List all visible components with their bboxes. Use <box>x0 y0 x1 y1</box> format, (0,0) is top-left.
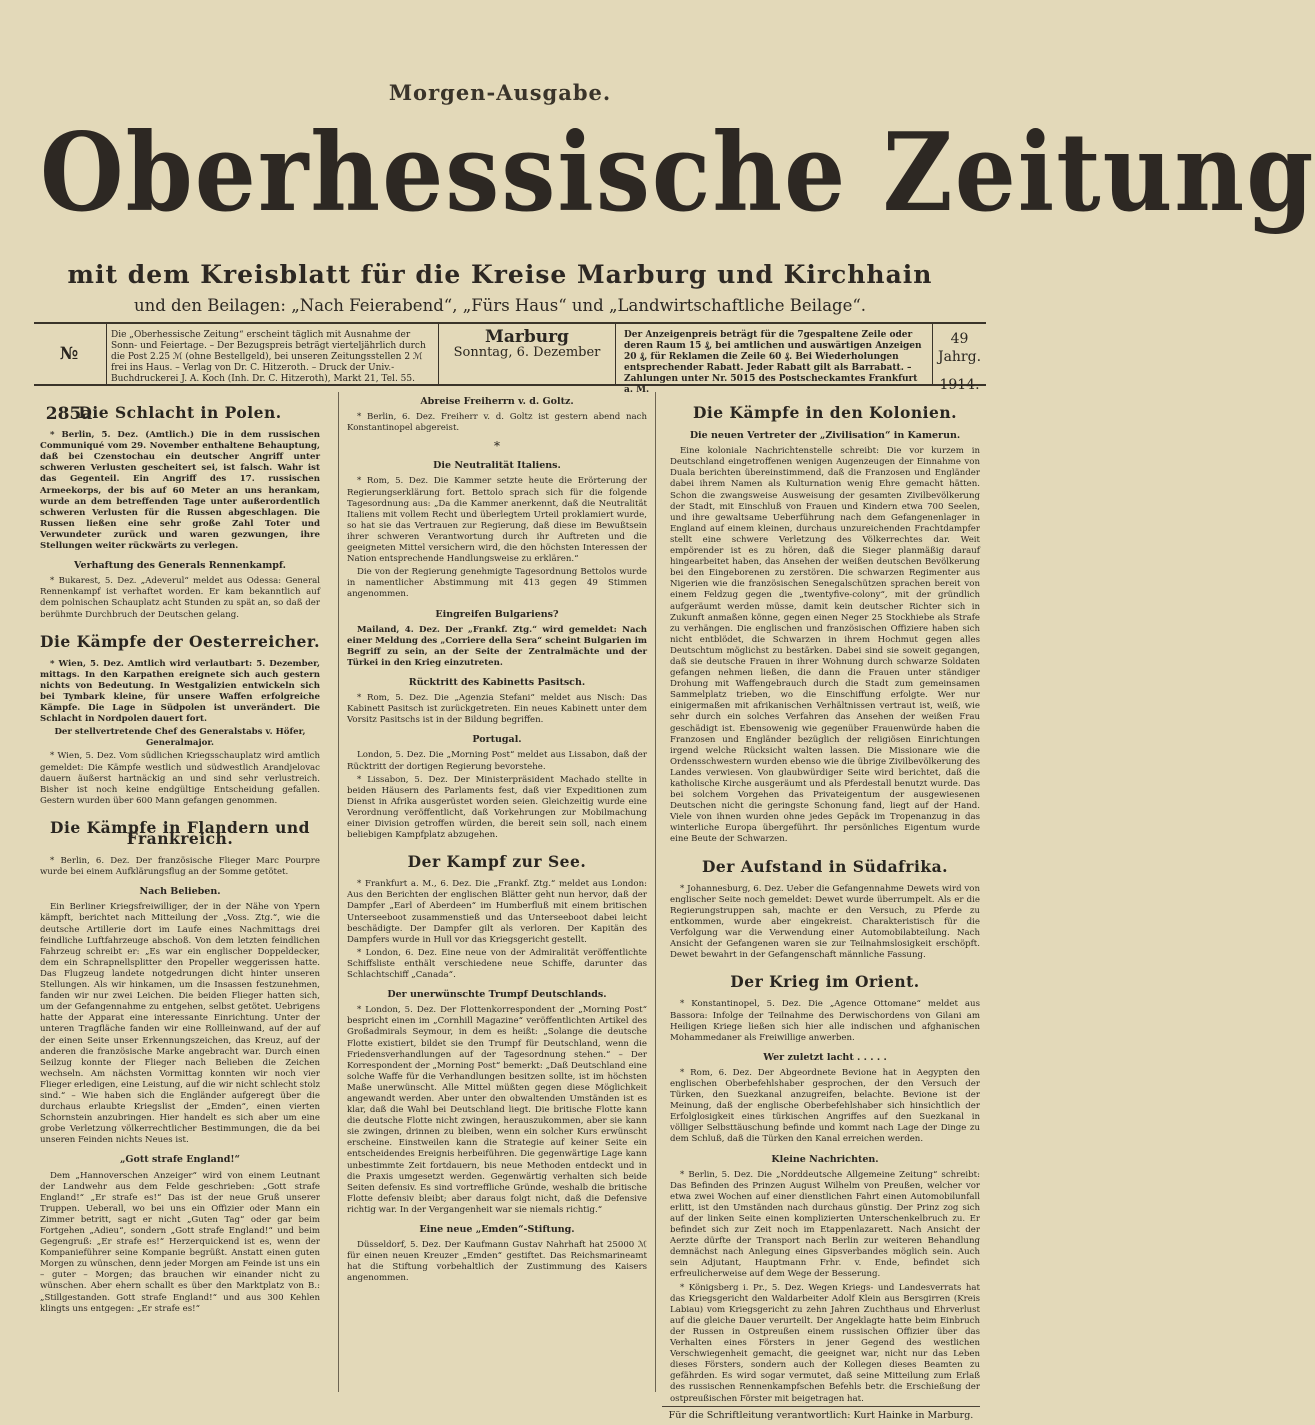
article-paragraph: * Rom, 6. Dez. Der Abgeordnete Bevione hat in Aegypten den englischen Oberbefehlshaber gesprochen, der den Versuch der Türken, den Suezkanal anzugreifen, belachte. Bevione ist der Meinung, daß der englische Oberbefehlshaber sich hinsichtlich der Erfolglosigkeit eines türkischen Angriffes auf den Suezkanal in völliger Selbsttäuschung befinde und kommt nach Lage der Dinge zu dem Schluß, daß die Türken den Kanal erreichen werden. <box>670 1067 980 1145</box>
article-signature: Der stellvertretende Chef des Generalstabs v. Höfer, Generalmajor. <box>54 727 306 749</box>
volume: 49 Jahrg. <box>937 331 982 365</box>
article-subheadline: Die neuen Vertreter der „Zivilisation“ in Kamerun. <box>689 430 961 442</box>
article-paragraph: * Rom, 5. Dez. Die Kammer setzte heute die Erörterung der Regierungserklärung fort. Bettolo sprach sich für die folgende Tagesordnung aus: „Da die Kammer anerkennt, daß die Neutralität Italiens mit vollem Recht und überlegtem Urteil proklamiert wurde, so hat sie das Vertrauen zur Regierung, daß diese im Bewußtsein ihrer schweren Verantwortung durch ihr Auftreten und die geeigneten Mittel versichern wird, die den höchsten Interessen der Nation entsprechende Handlungsweise zu erklären.“ <box>347 476 647 565</box>
subscription-info: Die „Oberhessische Zeitung“ erscheint täglich mit Ausnahme der Sonn- und Feiertage. – Der Bezugspreis beträgt vierteljährlich durch die Post 2.25 ℳ (ohne Bestellgeld), bei unseren Zeitungsstellen 2 ℳ frei ins Haus. – Verlag von Dr. C. Hitzeroth. – Druck der Univ.-Buchdruckerei J. A. Koch (Inh. Dr. C. Hitzeroth), Markt 21, Tel. 55. <box>106 324 436 384</box>
column-1 <box>40 392 328 1392</box>
article-headline: Der Krieg im Orient. <box>730 972 920 992</box>
article-paragraph: * Königsberg i. Pr., 5. Dez. Wegen Kriegs- und Landesverrats hat das Kriegsgericht den Waldarbeiter Adolf Klein aus Bersgirren (Kreis Labiau) vom Kriegsgericht zu zehn Jahren Zuchthaus und Ehrverlust auf die gleiche Dauer verurteilt. Der Angeklagte hatte beim Einbruch der Russen in Ostpreußen einem russischen Offizier über das Verhalten eines Försters in jener Gegend des westlichen Verschwiegenheit gemacht, die geeignet war, nicht nur das Leben dieses Försters, sondern auch der Kollegen dieses Beamten zu gefährden. Es wird sogar vermutet, daß seine Mitteilung zum Erlaß des russischen Rennenkampfschen Befehls betr. die Erschießung der ostpreußischen Förster mit beigetragen hat. <box>670 1282 980 1404</box>
issue-date: Sonntag, 6. Dezember <box>453 345 601 360</box>
article-paragraph: * Berlin, 6. Dez. Der französische Flieger Marc Pourpre wurde bei einem Aufklärungsflug an der Somme getötet. <box>40 856 320 878</box>
article-paragraph: * Bukarest, 5. Dez. „Adeverul“ meldet aus Odessa: General Rennenkampf ist verhaftet worden. Er kam bekanntlich auf dem polnischen Schauplatz acht Stunden zu spät an, so daß der berühmte Durchbruch der Deutschen gelang. <box>40 576 320 620</box>
newspaper-title: Oberhessische Zeitung <box>40 109 1315 236</box>
article-subheadline: „Gott strafe England!“ <box>119 1154 241 1166</box>
article-paragraph: * Lissabon, 5. Dez. Der Ministerpräsident Machado stellte in beiden Häusern des Parlaments fest, daß vier Expeditionen zum Dienst in Afrika ausgerüstet worden seien. Gleichzeitig wurde eine Verordnung veröffentlicht, daß Vorkehrungen zur Mobilmachung einer Division getroffen würden, die bereit sein soll, nach einem beliebigen Kampfplatz abzugehen. <box>347 774 647 841</box>
year: 1914. <box>939 377 980 393</box>
article-subheadline: Der unerwünschte Trumpf Deutschlands. <box>387 989 607 1001</box>
article-headline: Der Aufstand in Südafrika. <box>701 856 949 876</box>
article-paragraph: London, 5. Dez. Die „Morning Post“ meldet aus Lissabon, daß der Rücktritt der dortigen Regierung bevorstehe. <box>347 750 647 772</box>
article-paragraph: * Wien, 5. Dez. Vom südlichen Kriegsschauplatz wird amtlich gemeldet: Die Kämpfe westlich und südwestlich Arandjelovac dauern äußerst hartnäckig an und sind sehr verlustreich. Bisher ist noch keine endgültige Entscheidung gefallen. Gestern wurden über 600 Mann gefangen genommen. <box>40 751 320 806</box>
issue-number: № 285a <box>45 344 93 424</box>
article-paragraph: * Johannesburg, 6. Dez. Ueber die Gefangennahme Dewets wird von englischer Seite noch gemeldet: Dewet wurde überrumpelt. Als er die Regierungstruppen sah, machte er den Versuch, zu Pferde zu entkommen, wurde aber eingekreist. Charakteristisch für die Verfolgung war die Verwendung einer Automobilabteilung. Nach Ansicht der Gefangenen waren sie zur Teilnahmslosigkeit erschöpft. Dewet bewahrt in der Gefangenschaft männliche Fassung. <box>670 883 980 961</box>
article-paragraph: Ein Berliner Kriegsfreiwilliger, der in der Nähe von Ypern kämpft, berichtet nach Mitteilung der „Voss. Ztg.“, wie die deutsche Artillerie dort im Laufe eines Nachmittags drei feindliche Luftfahrzeuge abschoß. Von dem letzten feindlichen Fahrzeug schreibt er: „Es war ein englischer Doppeldecker, dem ein Schrapnellsplitter den Propeller weggerissen hatte. Das Flugzeug landete notgedrungen dicht hinter unseren Stellungen. Als wir hinkamen, um die Insassen festzunehmen, fanden wir nur zwei Leichen. Die beiden Flieger hatten sich, um der Gefangennahme zu entgehen, selbst getötet. Uebrigens hatte der Apparat eine interessante Einrichtung. Unter der unteren Tragfläche fanden wir eine Rollleinwand, auf der auf der einen Seite unser Erkennungszeichen, das Kreuz, auf der anderen die französische Marke angebracht war. Durch einen Seilzug konnte der Flieger nach Belieben die Zeichen wechseln. Am nächsten Vormittag konnten wir noch vier Flieger erledigen, eine Leistung, auf die wir nicht schlecht stolz sind.“ – Wie haben sich die Engländer aufgeregt über die durchaus erlaubte Kriegslist der „Emden“, einen vierten Schornstein anzubringen. Hier handelt es sich aber um eine grobe Verletzung völkerrechtlicher Bestimmungen, die da bei unseren Feinden nichts Neues ist. <box>40 902 320 1146</box>
article-subheadline: Nach Belieben. <box>139 886 221 898</box>
article-subheadline: Eine neue „Emden“-Stiftung. <box>419 1224 575 1235</box>
city: Marburg <box>485 327 569 347</box>
article-paragraph: Die von der Regierung genehmigte Tagesordnung Bettolos wurde in namentlicher Abstimmung mit 413 gegen 49 Stimmen angenommen. <box>347 567 647 600</box>
separator-star: * <box>494 439 500 454</box>
article-headline: Die Schlacht in Polen. <box>78 403 282 422</box>
article-subheadline: Portugal. <box>472 734 522 746</box>
article-subheadline: Rücktritt des Kabinetts Pasitsch. <box>408 676 586 688</box>
article-paragraph: * Berlin, 6. Dez. Freiherr v. d. Goltz ist gestern abend nach Konstantinopel abgereist. <box>347 412 647 434</box>
volume-year <box>932 324 986 393</box>
supplements-line: und den Beilagen: „Nach Feierabend“, „Fürs Haus“ und „Landwirtschaftliche Beilage“. <box>133 296 867 315</box>
article-paragraph: * Frankfurt a. M., 6. Dez. Die „Frankf. Ztg.“ meldet aus London: Aus den Berichten der englischen Blätter geht nun hervor, daß der Dampfer „Earl of Aberdeen“ im Humberfluß mit einem britischen Unterseeboot zusammenstieß und das Unterseeboot dabei leicht beschädigte. Der Dampfer gilt als verloren. Der Kapitän des Dampfers wurde in Hull vor das Kriegsgericht gestellt. <box>347 879 647 945</box>
article-paragraph: * Berlin, 5. Dez. (Amtlich.) Die in dem russischen Communiqué vom 29. November enthaltene Behauptung, daß bei Czenstochau ein deutscher Angriff unter schweren Verlusten gescheitert sei, ist falsch. Wahr ist das Gegenteil. Ein Angriff des 17. russischen Armeekorps, der bis auf 60 Meter an uns herankam, wurde an dem betreffenden Tage unter außerordentlich schweren Verlusten für die Russen abgeschlagen. Die Russen ließen eine sehr große Zahl Toter und Verwundeter zurück und waren gezwungen, ihre Stellungen weiter rückwärts zu verlegen. <box>40 430 320 552</box>
article-paragraph: * Wien, 5. Dez. Amtlich wird verlautbart: 5. Dezember, mittags. In den Karpathen ereignete sich auch gestern nichts von Bedeutung. In Westgalizien entwickeln sich bei Tymbark kleine, für unsere Waffen erfolgreiche Kämpfe. Die Lage in Südpolen ist unverändert. Die Schlacht in Nordpolen dauert fort. <box>40 658 320 725</box>
article-headline: Die Kämpfe in Flandern und Frankreich. <box>50 817 310 848</box>
article-paragraph: * London, 5. Dez. Der Flottenkorrespondent der „Morning Post“ bespricht einen im „Cornhill Magazine“ veröffentlichten Artikel des Großadmirals Seymour, in dem es heißt: „Solange die deutsche Flotte existiert, bildet sie den Trumpf für Deutschland, wenn die Friedensverhandlungen auf der Tagesordnung stehen.“ – Der Korrespondent der „Morning Post“ bemerkt: „Daß Deutschland eine solche Waffe für die Verhandlungen besitzen sollte, ist im höchsten Maße unerwünscht. Alle Mittel müßten gegen diese Möglichkeit angewandt werden. Aber unter den obwaltenden Umständen ist es klar, daß die Wahl bei Deutschland liegt. Die britische Flotte kann die deutsche Flotte nicht zwingen, herauszukommen, aber sie kann sie zwingen, drinnen zu bleiben, wenn ein solcher Kurs erwünscht erscheine. Einstweilen kann die Strategie auf keiner Seite ein entscheidendes Ereignis herbeiführen. Die gegenwärtige Lage kann unbestimmte Zeit fortdauern, bis neue Methoden entdeckt und in die Praxis umgesetzt werden. Gegenwärtig verhalten sich beide Seiten defensiv. Es sind vortreffliche Gründe, weshalb die britische Flotte defensiv bleibt; aber daraus folgt nicht, daß die Defensive richtig war. In der Vergangenheit war sie niemals richtig.“ <box>347 1005 647 1215</box>
article-subheadline: Die Neutralität Italiens. <box>433 460 561 472</box>
article-paragraph: Eine koloniale Nachrichtenstelle schreibt: Die vor kurzem in Deutschland eingetroffenen wenigen Augenzeugen der Einnahme von Duala berichten übereinstimmend, daß die Franzosen und Engländer dabei ihrem Namen als Kulturnation wenig Ehre gemacht hätten. Schon die zwangsweise Ausweisung der gesamten Zivilbevölkerung der Stadt, mit Einschluß von Frauen und Kindern etwa 700 Seelen, und ihre gewaltsame Ueberführung nach dem Gefangenenlager in England auf einem kleinen, durchaus unzureichenden Frachtdampfer stellt eine schwere Verletzung des Völkerrechtes dar. Weit empörender ist es zu hören, daß die Sieger planmäßig darauf hingearbeitet haben, das Ansehen der weißen deutschen Bevölkerung bei den Eingeborenen zu zerstören. Die schwarzen Regimenter aus Nigerien wie die französischen Senegalschützen sprachen bereit von einem Feldzug gegen die „twentyfive-colony“, mit der gründlich aufgeräumt werden müsse, damit kein deutscher Richter sich in Zukunft anmaßen könne, gegen einen Neger 25 Stockhiebe als Strafe zu verhängen. Die englischen und französischen Offiziere haben sich nicht entblödet, die Schwarzen in ihrem Hochmut gegen alles Deutschtum möglichst zu bestärken. Dabei sind sie soweit gegangen, daß sie deutsche Frauen in ihrer Wohnung durch schwarze Soldaten gefangen nehmen ließen, die dann die Frauen unter ständiger Drohung mit Waffengebrauch durch die Stadt zum gemeinsamen Sammelplatz trieben, wo die Einschiffung erfolgte. Wer nur einigermaßen mit afrikanischen Verhältnissen vertraut ist, weiß, wie sehr durch ein solches Verfahren das Ansehen der weißen Frau geschädigt ist. Ebensowenig wie gegenüber Frauenwürde haben die Franzosen und Engländer bezüglich der religiösen Einrichtungen irgend welche Rücksicht walten lassen. Die Missionare wie die Ordensschwestern wurden ebenso wie die übrige Zivilbevölkerung des Landes verwiesen. Von glaubwürdiger Seite wird berichtet, daß die katholische Kirche ausgeräumt und als Pferdestall benutzt wurde. Das bei solchem Vorgehen das Privateigentum der ausgewiesenen Deutschen nicht die geringste Schonung fand, liegt auf der Hand. Viele von ihnen wurden ohne jedes Gepäck im Tropenanzug in das winterliche Europa übergeführt. Ihr persönliches Eigentum wurde eine Beute der Schwarzen. <box>670 446 980 845</box>
article-headline: Der Kampf zur See. <box>407 852 587 872</box>
article-subheadline: Wer zuletzt lacht . . . . . <box>763 1051 887 1063</box>
article-paragraph: Mailand, 4. Dez. Der „Frankf. Ztg.“ wird gemeldet: Nach einer Meldung des „Corriere della Sera“ scheint Bulgarien im Begriff zu sein, an der Seite der Zentralmächte und der Türkei in den Krieg einzutreten. <box>347 624 647 668</box>
article-subheadline: Verhaftung des Generals Rennenkampf. <box>74 560 286 572</box>
column-2 <box>338 392 656 1392</box>
edition-label: Morgen-Ausgabe. <box>388 80 612 105</box>
article-headline: Die Kämpfe der Oesterreicher. <box>40 631 320 651</box>
column-3 <box>662 392 980 1404</box>
place-date <box>438 324 616 384</box>
article-subheadline: Abreise Freiherrn v. d. Goltz. <box>420 396 574 407</box>
article-paragraph: Dem „Hannoverschen Anzeiger“ wird von einem Leutnant der Landwehr aus dem Felde geschrieben: „Gott strafe England!“ „Er strafe es!“ Das ist der neue Gruß unserer Truppen. Ueberall, wo bei uns ein Offizier oder Mann ein Zimmer betritt, sagt er nicht „Guten Tag“ oder gar beim Fortgehen „Adieu“, sondern „Gott strafe England!“ und beim Gegengruß: „Er strafe es!“ Herzerquickend ist es, wenn der Kompanieführer seine Kompanie begrüßt. Anstatt einen guten Morgen zu wünschen, denn jeder Morgen am Feinde ist uns ein – guter – Morgen; das brauchen wir einander nicht zu wünschen. Aber ehern schallt es über den Marktplatz von B.: „Stillgestanden. Gott strafe England!“ und aus 300 Kehlen klingts uns entgegen: „Er strafe es!“ <box>40 1170 320 1314</box>
article-paragraph: * Rom, 5. Dez. Die „Agenzia Stefani“ meldet aus Nisch: Das Kabinett Pasitsch ist zurückgetreten. Ein neues Kabinett unter dem Vorsitz Pasitschs ist in der Bildung begriffen. <box>347 693 647 726</box>
article-headline: Die Kämpfe in den Kolonien. <box>692 403 958 422</box>
article-paragraph: * London, 6. Dez. Eine neue von der Admiralität veröffentlichte Schiffsliste enthält verschiedene neue Schiffe, darunter das Schlachtschiff „Canada“. <box>347 947 647 981</box>
article-paragraph: Düsseldorf, 5. Dez. Der Kaufmann Gustav Nahrhaft hat 25000 ℳ für einen neuen Kreuzer „Emden“ gestiftet. Das Reichsmarineamt hat die Stiftung vorbehaltlich der Zustimmung des Kaisers angenommen. <box>347 1240 647 1284</box>
article-subheadline: Eingreifen Bulgariens? <box>435 608 559 620</box>
editor-credit: Für die Schriftleitung verantwortlich: Kurt Hainke in Marburg. <box>662 1406 980 1421</box>
article-paragraph: * Konstantinopel, 5. Dez. Die „Agence Ottomane“ meldet aus Bassora: Infolge der Teilnahme des Derwischordens von Gilani am Heiligen Kriege ließen sich hier alle indischen und afghanischen Mohammedaner als Freiwillige anwerben. <box>670 999 980 1043</box>
article-subheadline: Kleine Nachrichten. <box>771 1153 879 1165</box>
article-paragraph: * Berlin, 5. Dez. Die „Norddeutsche Allgemeine Zeitung“ schreibt: Das Befinden des Prinzen August Wilhelm von Preußen, welcher vor etwa zwei Wochen auf einer dienstlichen Fahrt einen Automobilunfall erlitt, ist den Umständen nach durchaus günstig. Der Prinz zog sich auf der linken Seite einen komplizierten Unterschenkelbruch zu. Er befindet sich zur Zeit noch im Etappenlazarett. Nach Ansicht der Aerzte dürfte der Transport nach Berlin zur weiteren Behandlung demnächst nach Anlegung eines Gipsverbandes möglich sein. Auch sein Adjutant, Hauptmann Frhr. v. Ende, befindet sich erfreulicherweise auf dem Wege der Besserung. <box>670 1169 980 1280</box>
newspaper-subtitle: mit dem Kreisblatt für die Kreise Marburg und Kirchhain <box>67 260 933 289</box>
ad-pricing-info: Der Anzeigenpreis beträgt für die 7gespaltene Zeile oder deren Raum 15 ₰, bei amtlichen und auswärtigen Anzeigen 20 ₰, für Reklamen die Zeile 60 ₰. Bei Wiederholungen entsprechender Rabatt. Jeder Rabatt gilt als Barrabatt. – Zahlungen unter Nr. 5015 des Postscheckamtes Frankfurt a. M. <box>624 330 922 395</box>
